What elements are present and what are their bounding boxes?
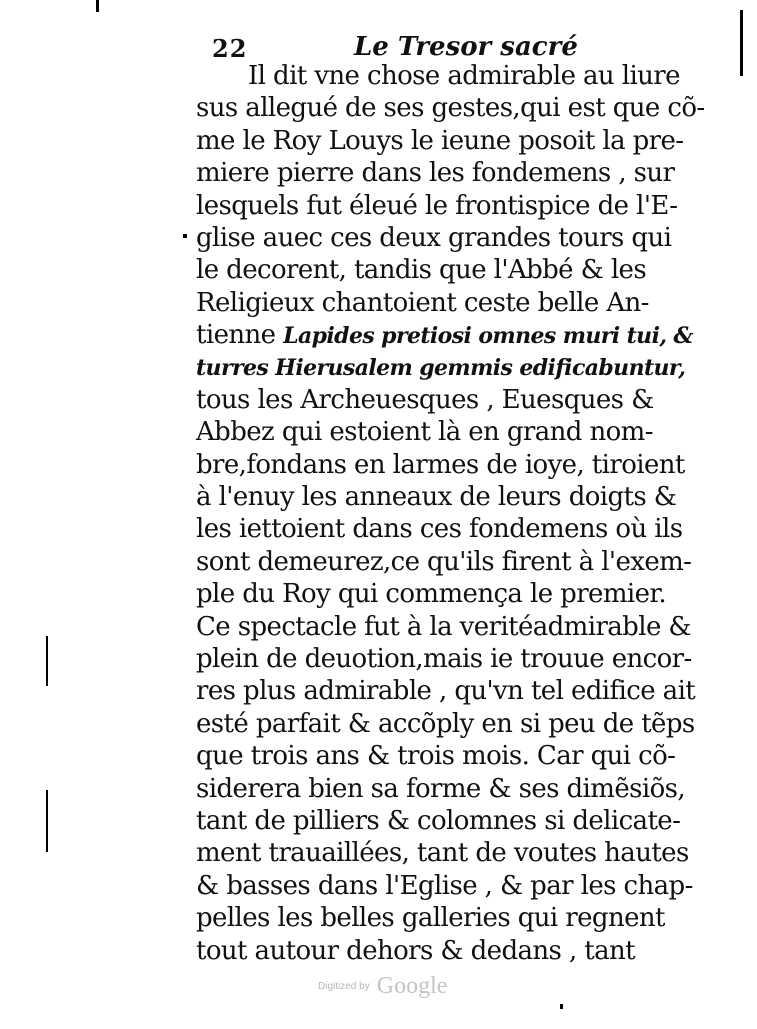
page-number: 22 [212,34,248,63]
text-line: les iettoient dans ces fondemens où ils [196,514,683,545]
text-line: Religieux chantoient ceste belle An- [196,287,649,318]
text-line: lesquels fut éleué le frontispice de l'E- [196,190,678,221]
text-line: siderera bien sa forme & ses dimẽsiõs, [196,773,686,804]
digitization-watermark [318,973,478,1001]
latin-quotation-line: turres Hierusalem gemmis edificabuntur, [196,354,686,381]
text-line: bre,fondans en larmes de ioye, tiroient [196,449,685,480]
scan-artifact [46,790,48,852]
text-line: Abbez qui estoient là en grand nom- [196,417,653,448]
text-line: pelles les belles galleries qui regnent [196,903,665,934]
text-line: tant de pilliers & colomnes si delicate- [196,805,681,836]
scan-artifact [96,0,99,12]
running-title: Le Tresor sacré [354,32,578,62]
google-logo: Google [376,973,448,999]
text-line: res plus admirable , qu'vn tel edifice ait [196,676,696,707]
text-line: miere pierre dans les fondemens , sur [196,158,675,189]
text-line: le decorent, tandis que l'Abbé & les [196,255,647,286]
scan-artifact [740,10,743,76]
body-text [196,60,705,967]
text-line: sus allegué de ses gestes,qui est que cõ- [196,93,705,124]
latin-quotation: Lapides pretiosi omnes muri tui, & [283,323,693,350]
page-header [212,26,578,63]
text-line: sont demeurez,ce qu'ils firent à l'exem- [196,546,692,577]
text-line: plein de deuotion,mais ie trouue encor- [196,644,692,675]
text-line: ple du Roy qui commença le premier. [196,579,667,610]
text-line: esté parfait & accõply en si peu de tẽps [196,708,695,739]
text-line: tout autour dehors & dedans , tant [196,935,636,966]
text-line: & basses dans l'Eglise , & par les chap- [196,870,693,901]
scan-artifact [560,1004,563,1009]
text-fragment: tienne [196,320,284,351]
text-line: tous les Archeuesques , Euesques & [196,384,654,415]
text-line: à l'enuy les anneaux de leurs doigts & [196,482,677,513]
scan-artifact [183,234,187,238]
text-line: que trois ans & trois mois. Car qui cõ- [196,741,676,772]
scan-artifact [46,636,48,686]
text-line: ment trauaillées, tant de voutes hautes [196,838,689,869]
text-line: Il dit vne chose admirable au liure [248,61,680,91]
digitized-by-label: Digitized by [318,981,370,992]
text-line: me le Roy Louys le ieune posoit la pre- [196,125,684,156]
text-line-with-latin [196,319,693,351]
text-line: Ce spectacle fut à la veritéadmirable & [196,611,691,642]
text-line: glise auec ces deux grandes tours qui [196,222,672,253]
